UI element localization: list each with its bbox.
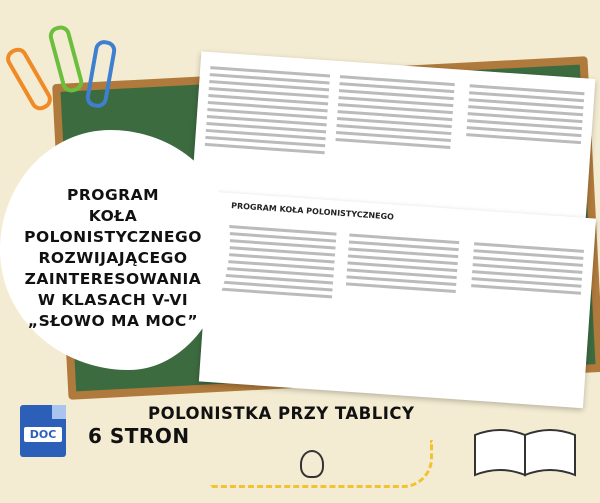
- title-line: PROGRAM: [66, 186, 160, 204]
- title-line: POLONISTYCZNEGO: [24, 228, 202, 246]
- preview-heading: PROGRAM KOŁA POLONISTYCZNEGO: [230, 201, 395, 222]
- program-title: [8, 185, 218, 332]
- open-book-icon: [470, 420, 580, 480]
- title-line: W KLASACH V-VI: [37, 291, 189, 309]
- doc-file-icon: [20, 405, 66, 457]
- paperclip-green-icon: [47, 23, 86, 94]
- title-line: „SŁOWO MA MOC”: [27, 312, 199, 330]
- paperclip-orange-icon: [2, 44, 55, 114]
- title-line: ZAINTERESOWANIA: [24, 270, 202, 288]
- file-format-label: DOC: [24, 427, 62, 442]
- title-line: KOŁA: [88, 207, 138, 225]
- lightbulb-icon: [300, 450, 324, 478]
- author-name: POLONISTKA PRZY TABLICY: [148, 404, 415, 423]
- document-preview-page-2: [199, 192, 596, 408]
- pages-count: 6 STRON: [88, 424, 190, 448]
- title-line: ROZWIJAJĄCEGO: [38, 249, 188, 267]
